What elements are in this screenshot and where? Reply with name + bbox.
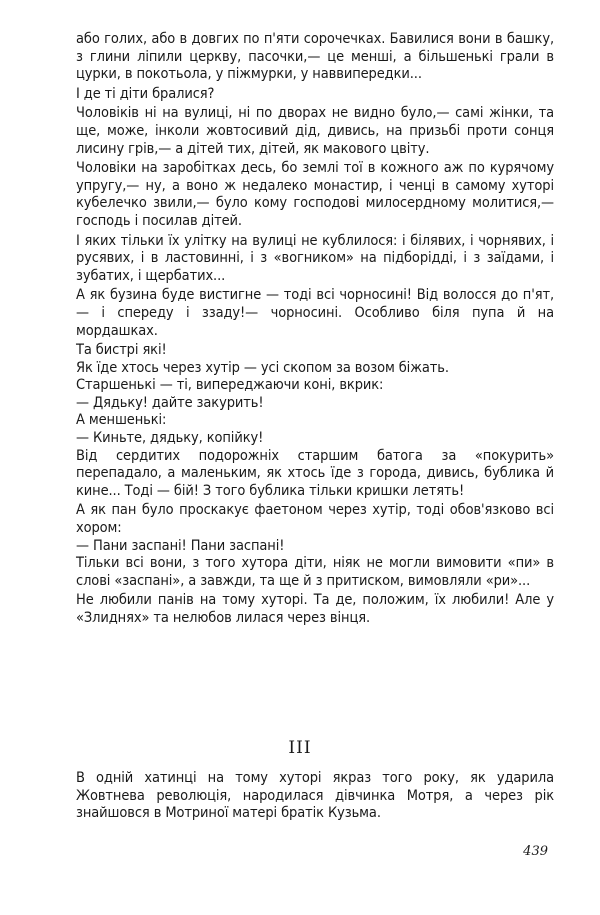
paragraph-3: Чоловіків ні на вулиці, ні по дворах не видно було,— самі жінки, та ще, може, інколи жовтосивий дід, дивись, на призьбі проти сонця лисину грів,— а дітей тих, дітей, як макового цвіту. — [76, 105, 554, 157]
paragraph-4: Чоловіки на заробітках десь, бо землі тої в кожного аж по курячому упругу,— ну, а воно ж недалеко монастир, і ченці в самому хуторі кубелечко звили,— було кому господові милосердному молитися,— господь і посилав дітей. — [76, 160, 554, 229]
dialogue-line-1: — Дядьку! дайте закурить! — [76, 394, 264, 411]
paragraph-9: Старшенькі — ті, випереджаючи коні, вкрик: — [76, 377, 384, 394]
section-paragraph: В одній хатинці на тому хуторі якраз того року, як ударила Жовтнева революція, народилася дівчинка Мотря, а через рік знайшовся в Мотриної матері братік Кузьма. — [76, 770, 554, 822]
paragraph-1: або голих, або в довгих по п'яти сорочечках. Бавилися вони в башку, з глини ліпили церкву, пасочки,— це менші, а більшенькі грали в цурки, в покотьола, у піжмурки, у наввипередки... — [76, 31, 554, 83]
paragraph-11: А меншенькі: — [76, 412, 167, 429]
main-text — [76, 31, 554, 628]
paragraph-13: Від сердитих подорожніх старшим батога за «покурить» перепадало, а маленьким, як хтось їде з города, дивись, бублика й кине... Тоді — бій! З того бублика тільки кришки летять! — [76, 447, 554, 499]
paragraph-6: А як бузина буде вистигне — тоді всі чорносині! Від волосся до п'ят,— і спереду і ззаду!— чорносині. Особливо біля пупа й на мордашках. — [76, 287, 554, 339]
paragraph-8: Як їде хтось через хутір — усі скопом за возом біжать. — [76, 359, 449, 376]
paragraph-17: Не любили панів на тому хуторі. Та де, положим, їх любили! Але у «Злиднях» та нелюбов лилася через вінця. — [76, 592, 554, 626]
paragraph-2: І де ті діти бралися? — [76, 85, 215, 102]
paragraph-16: Тільки всі вони, з того хутора діти, ніяк не могли вимовити «пи» в слові «заспані», а завжди, та ще й з притиском, вимовляли «ри»... — [76, 555, 554, 589]
dialogue-line-2: — Киньте, дядьку, копійку! — [76, 430, 264, 447]
paragraph-5: І яких тільки їх улітку на вулиці не кублилося: і білявих, і чорнявих, і русявих, і в ластовинні, і з «вогником» на підборідді, і з заїдами, і зубатих, і щербатих... — [76, 232, 554, 284]
paragraph-7: Та бистрі які! — [76, 342, 167, 359]
dialogue-line-3: — Пани заспані! Пани заспані! — [76, 537, 285, 554]
section-heading: III — [288, 738, 312, 758]
page-number: 439 — [523, 844, 548, 859]
section-text — [76, 770, 554, 823]
paragraph-14: А як пан було проскакує фаетоном через хутір, тоді обов'язково всі хором: — [76, 502, 554, 537]
